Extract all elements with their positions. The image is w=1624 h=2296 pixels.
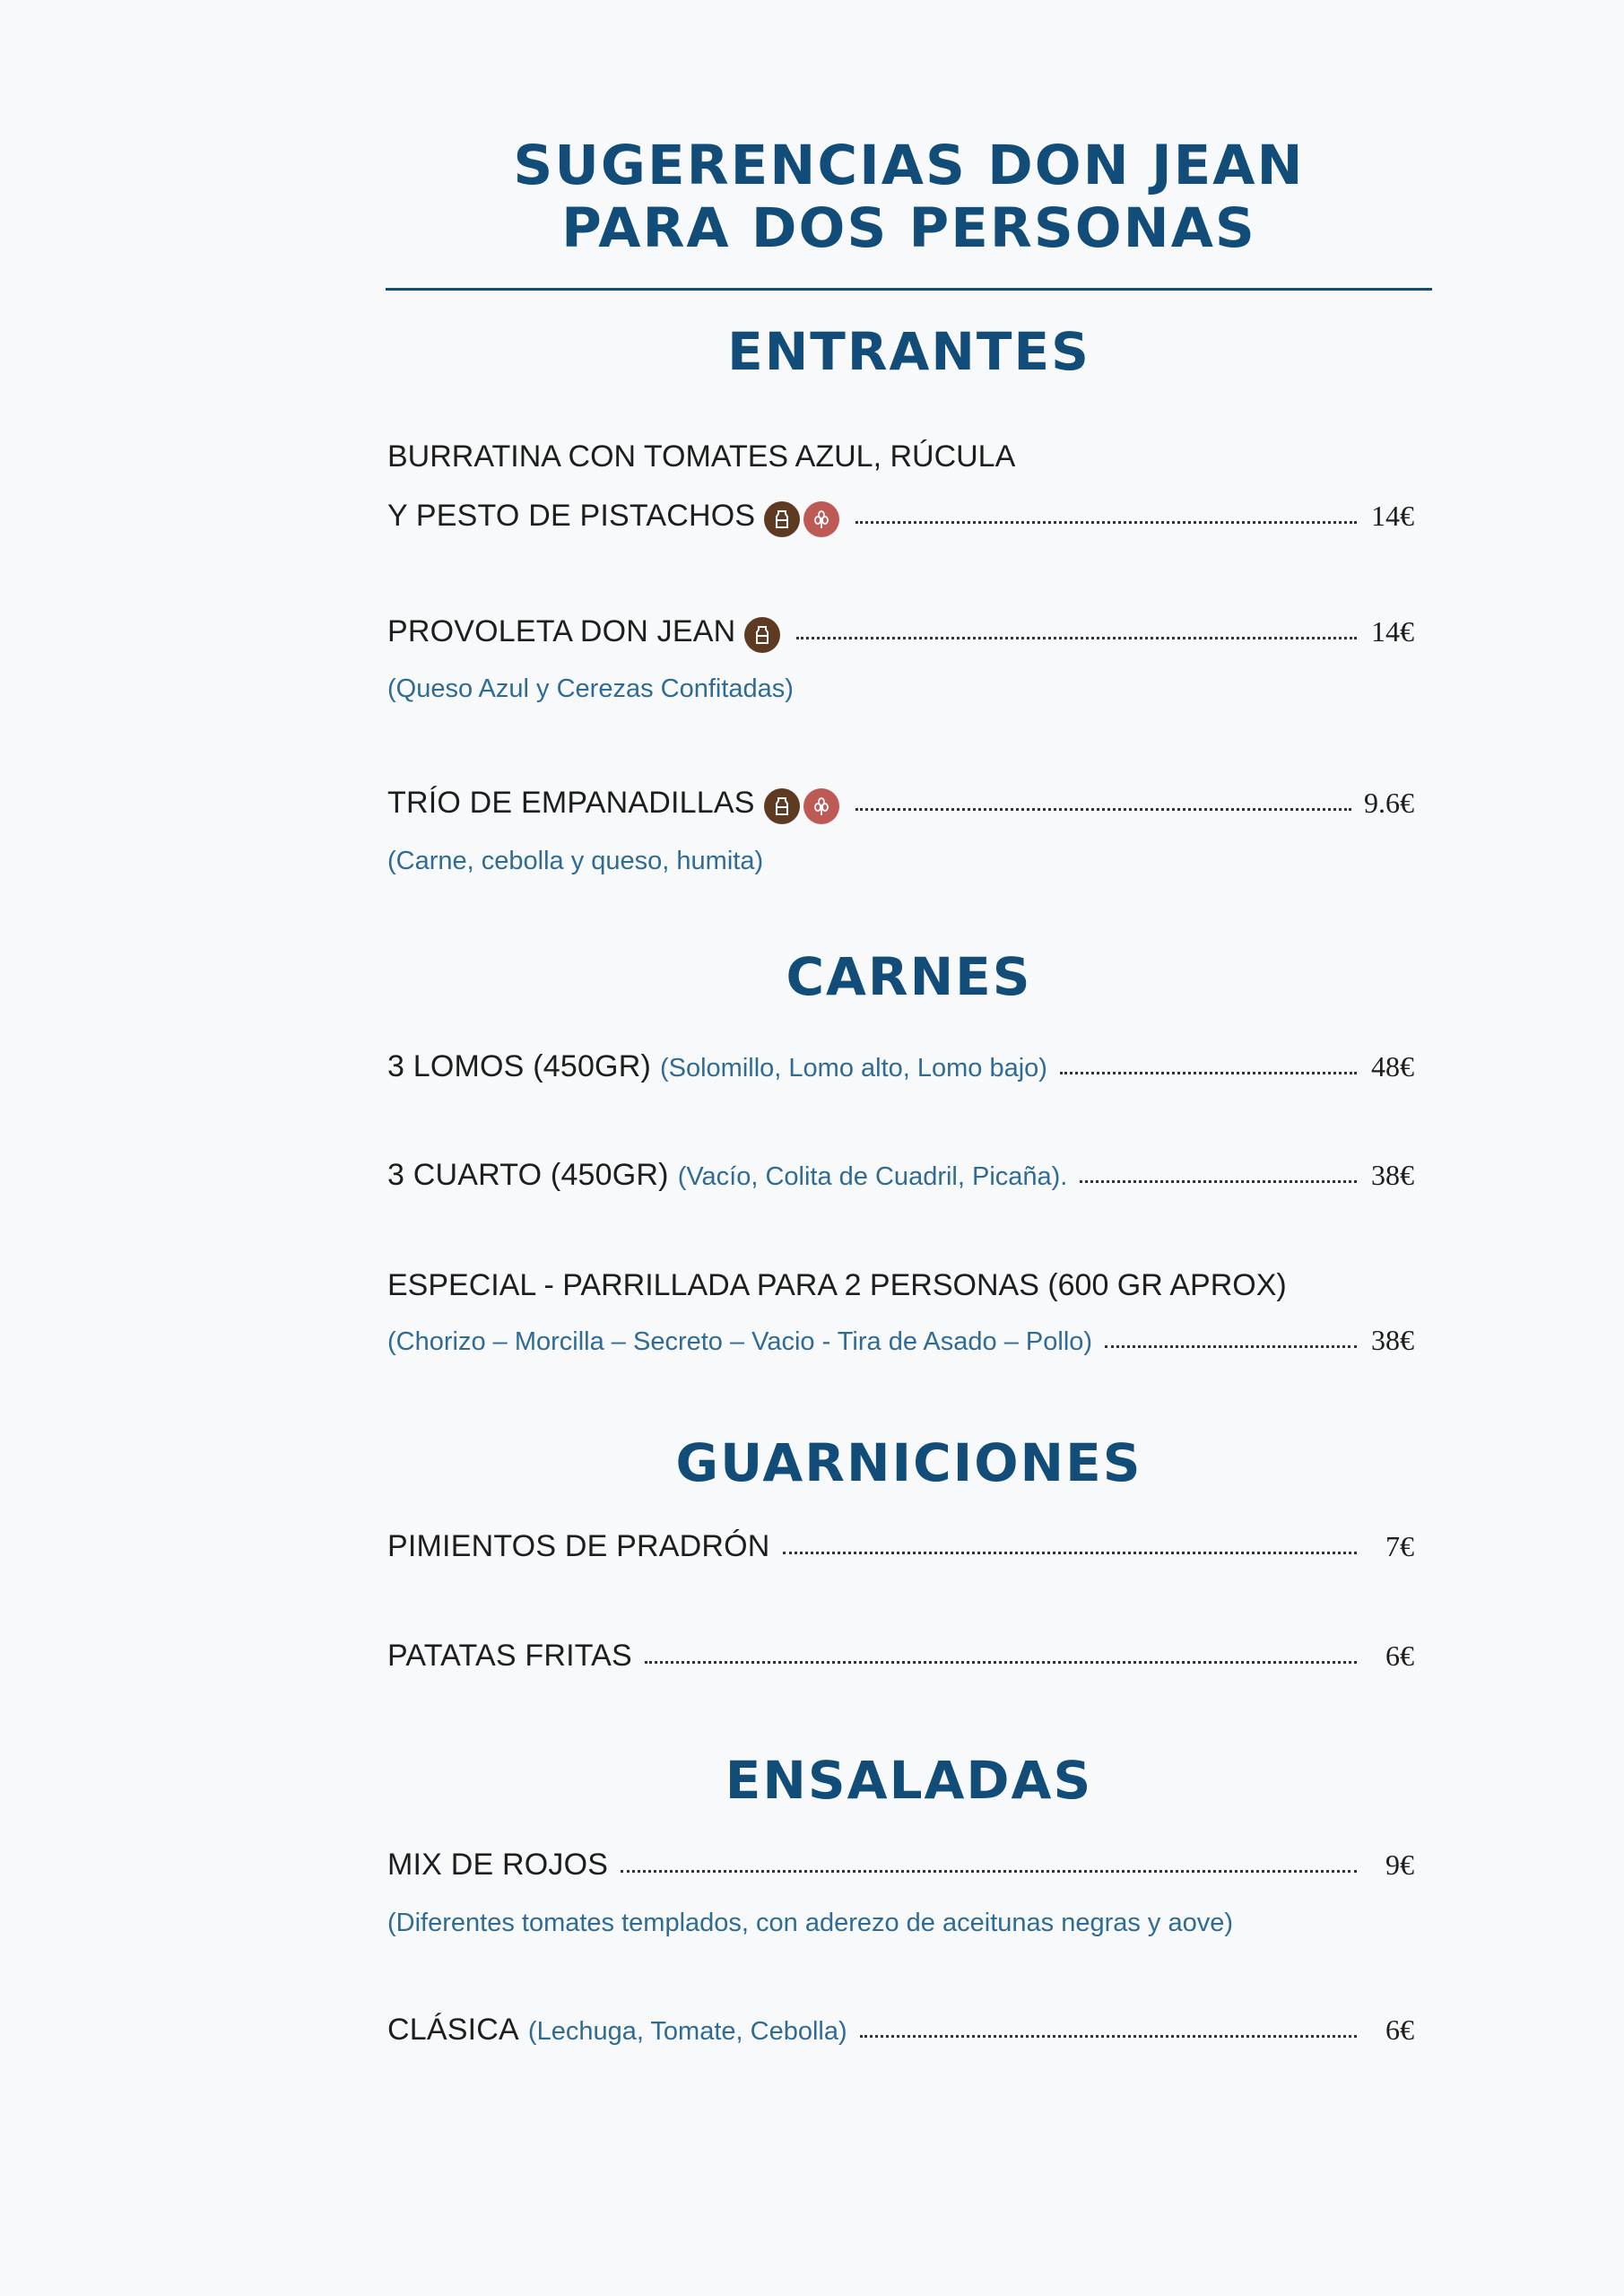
menu-item-burratina: [387, 496, 1414, 539]
menu-item-name-line2: Y PESTO DE PISTACHOS: [387, 499, 756, 533]
menu-item-price: 14€: [1371, 615, 1414, 648]
menu-item-empanadillas: [387, 783, 1414, 826]
menu-item-description: (Diferentes tomates templados, con aderezo de aceitunas negras y aove): [387, 1909, 1234, 1937]
menu-item-parrillada: [387, 1324, 1414, 1363]
allergen-icons: [764, 788, 843, 824]
menu-item-patatas: [387, 1639, 1414, 1682]
section-heading-ensaladas: ENSALADAS: [725, 1750, 1093, 1811]
menu-item-price: 38€: [1371, 1159, 1414, 1191]
menu-item-price: 9.6€: [1364, 787, 1414, 819]
menu-item-description: (Solomillo, Lomo alto, Lomo bajo): [659, 1054, 1047, 1083]
menu-item-price: 6€: [1385, 2013, 1414, 2046]
allergen-icons: [764, 501, 843, 537]
section-heading-entrantes: ENTRANTES: [727, 321, 1090, 382]
menu-item-price: 14€: [1371, 500, 1414, 532]
dot-leader: [1105, 1344, 1357, 1348]
dairy-allergen-icon: [764, 501, 800, 537]
dot-leader: [1060, 1071, 1357, 1074]
title-divider: [386, 288, 1432, 291]
section-heading-carnes: CARNES: [786, 946, 1032, 1007]
menu-item-description: (Carne, cebolla y queso, humita): [387, 847, 764, 875]
allergen-icons: [744, 617, 784, 653]
dot-leader: [855, 520, 1357, 524]
menu-item-provoleta: [387, 612, 1414, 655]
menu-item-description: (Chorizo – Morcilla – Secreto – Vacio - Tira de Asado – Pollo): [387, 1327, 1093, 1356]
page-title-line-1: SUGERENCIAS DON JEAN: [513, 134, 1305, 197]
gluten-allergen-icon: [803, 501, 839, 537]
menu-item-name: 3 LOMOS (450GR): [387, 1049, 651, 1083]
dot-leader: [621, 1869, 1357, 1873]
dairy-allergen-icon: [764, 788, 800, 824]
menu-item-description: (Vacío, Colita de Cuadril, Picaña).: [677, 1162, 1068, 1191]
menu-item-description: (Lechuga, Tomate, Cebolla): [527, 2017, 847, 2046]
menu-item-name: PIMIENTOS DE PRADRÓN: [387, 1529, 770, 1563]
dot-leader: [645, 1660, 1357, 1664]
dot-leader: [855, 807, 1351, 811]
section-heading-guarniciones: GUARNICIONES: [675, 1432, 1142, 1493]
menu-item-mix-de-rojos: [387, 1848, 1414, 1891]
menu-item-3-cuarto: [387, 1158, 1414, 1201]
menu-item-name: TRÍO DE EMPANADILLAS: [387, 786, 755, 820]
menu-item-parrillada-name: ESPECIAL - PARRILLADA PARA 2 PERSONAS (600 GR APROX): [387, 1268, 1287, 1302]
dot-leader: [860, 2034, 1357, 2038]
menu-item-3-lomos: [387, 1049, 1414, 1092]
menu-item-pimientos: [387, 1529, 1414, 1572]
menu-item-name: PATATAS FRITAS: [387, 1639, 632, 1673]
menu-item-name: MIX DE ROJOS: [387, 1848, 609, 1882]
menu-item-price: 6€: [1385, 1639, 1414, 1672]
menu-item-name: PROVOLETA DON JEAN: [387, 614, 736, 648]
page-title-line-2: PARA DOS PERSONAS: [561, 196, 1256, 260]
menu-item-description: (Queso Azul y Cerezas Confitadas): [387, 674, 794, 703]
menu-item-price: 48€: [1371, 1050, 1414, 1083]
dot-leader: [783, 1551, 1357, 1554]
menu-item-name-line1: BURRATINA CON TOMATES AZUL, RÚCULA: [387, 439, 1016, 474]
menu-item-name: 3 CUARTO (450GR): [387, 1158, 669, 1192]
dairy-allergen-icon: [744, 617, 780, 653]
gluten-allergen-icon: [803, 788, 839, 824]
dot-leader: [796, 636, 1357, 639]
menu-item-clasica: [387, 2013, 1414, 2056]
menu-item-price: 9€: [1385, 1848, 1414, 1881]
menu-item-price: 38€: [1371, 1324, 1414, 1356]
page-title: [386, 135, 1432, 260]
dot-leader: [1080, 1179, 1357, 1183]
menu-item-name: CLÁSICA: [387, 2013, 519, 2047]
menu-item-price: 7€: [1385, 1530, 1414, 1562]
